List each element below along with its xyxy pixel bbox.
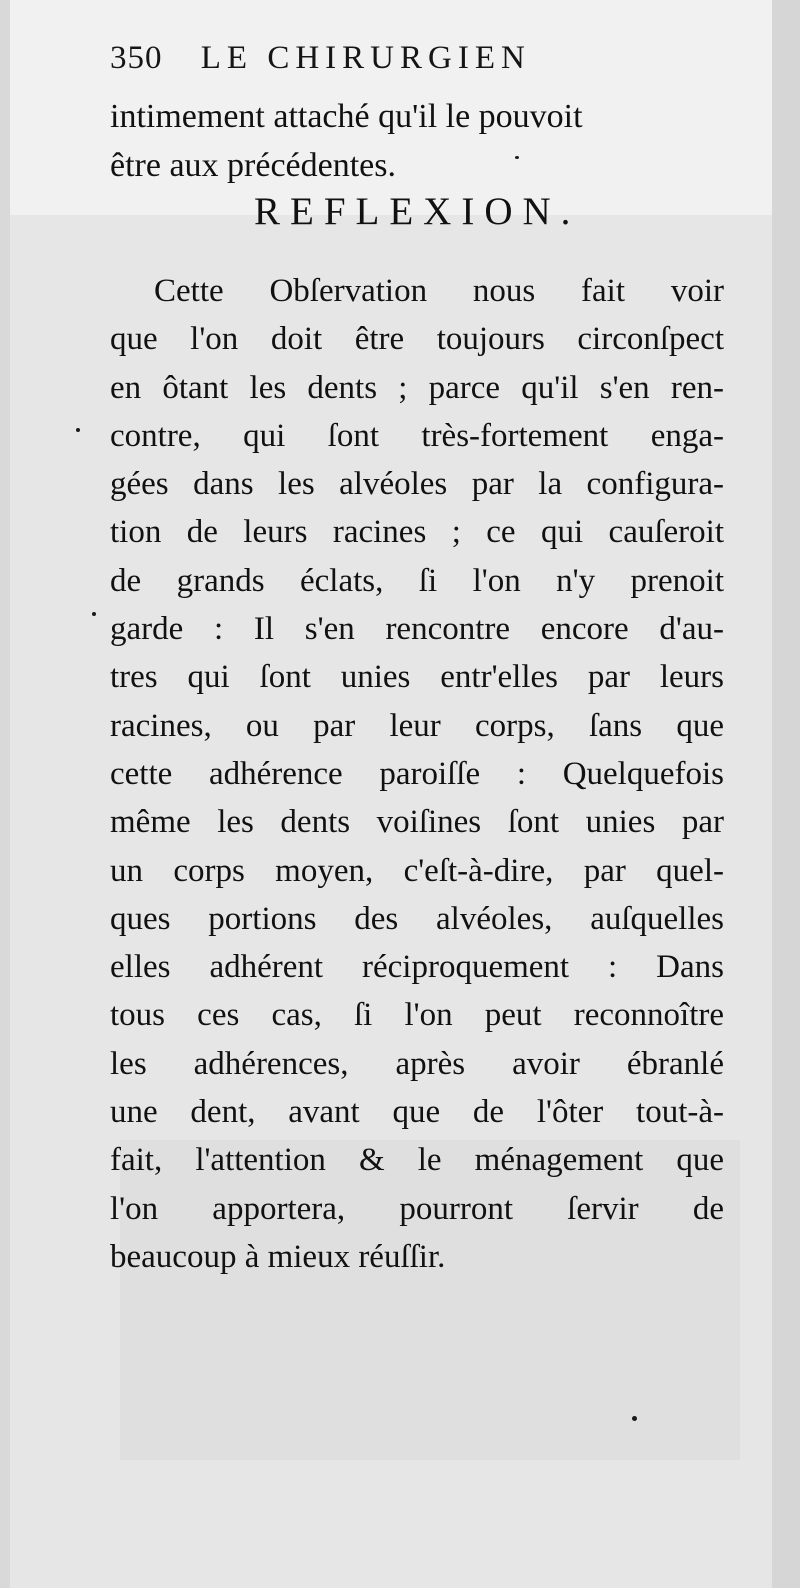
ink-speck — [76, 428, 80, 432]
running-title: LE CHIRURGIEN — [200, 40, 531, 76]
text-line: même les dents voiſines ſont unies par — [110, 804, 724, 841]
running-head — [110, 42, 531, 75]
text-line: intimement attaché qu'il le pouvoit — [110, 98, 583, 135]
text-line: de grands éclats, ſi l'on n'y prenoit — [110, 562, 724, 599]
text-line: gées dans les alvéoles par la configura- — [110, 466, 724, 503]
reflexion-paragraph — [110, 267, 724, 1281]
ink-speck — [92, 612, 96, 616]
text-line: elles adhérent réciproquement : Dans — [110, 949, 724, 986]
text-line: fait, l'attention & le ménagement que — [110, 1142, 724, 1179]
ink-speck — [632, 1416, 637, 1421]
ink-speck — [515, 156, 519, 159]
page-right-edge — [772, 0, 800, 1588]
text-line: contre, qui ſont très-fortement enga- — [110, 417, 724, 454]
text-line: tres qui ſont unies entr'elles par leurs — [110, 659, 724, 696]
text-line: être aux précédentes. — [110, 147, 396, 184]
text-line: garde : Il s'en rencontre encore d'au- — [110, 611, 724, 648]
section-heading: REFLEXION. — [254, 190, 581, 233]
page-left-edge — [0, 0, 10, 1588]
text-line: une dent, avant que de l'ôter tout-à- — [110, 1094, 724, 1131]
text-line: beaucoup à mieux réuſſir. — [110, 1238, 446, 1275]
text-line: en ôtant les dents ; parce qu'il s'en ren- — [110, 369, 724, 406]
page-number: 350 — [110, 40, 163, 76]
text-line: un corps moyen, c'eſt-à-dire, par quel- — [110, 852, 724, 889]
text-line: que l'on doit être toujours circonſpect — [110, 321, 724, 358]
text-line: ques portions des alvéoles, auſquelles — [110, 900, 724, 937]
text-line: racines, ou par leur corps, ſans que — [110, 707, 724, 744]
text-line: tous ces cas, ſi l'on peut reconnoître — [110, 997, 724, 1034]
text-line: cette adhérence paroiſſe : Quelquefois — [110, 755, 724, 792]
text-line: tion de leurs racines ; ce qui cauſeroit — [110, 514, 724, 551]
opening-text — [110, 92, 724, 190]
text-line: les adhérences, après avoir ébranlé — [110, 1045, 724, 1082]
text-line: Cette Obſervation nous fait voir — [154, 273, 724, 309]
text-line: l'on apportera, pourront ſervir de — [110, 1190, 724, 1227]
